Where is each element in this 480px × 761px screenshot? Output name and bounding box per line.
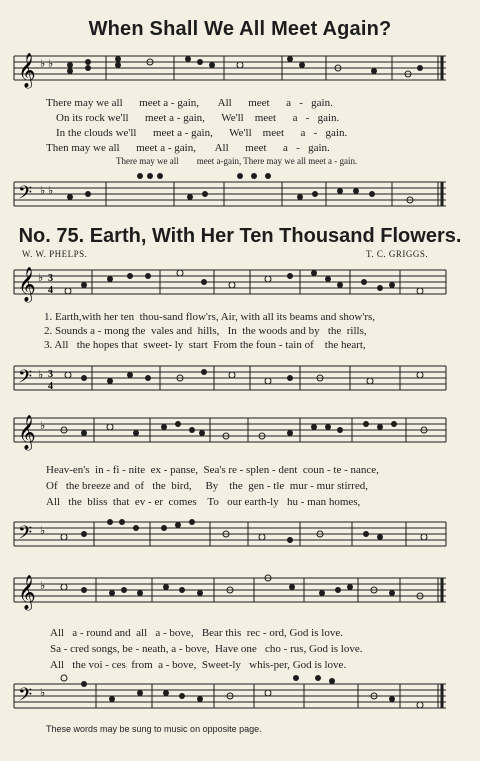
hymn2-s1-verse-2: 2. Sounds a - mong the vales and hills, In the woods and by the rills, bbox=[44, 325, 367, 337]
hymn2-s2-verse-1: Heav-en's in - fi - nite ex - panse, Sea's re - splen - dent coun - te - nance, bbox=[46, 464, 379, 476]
svg-text:𝄞: 𝄞 bbox=[18, 53, 36, 88]
bass-staff-hymn1 bbox=[0, 170, 480, 216]
svg-text:4: 4 bbox=[48, 285, 53, 296]
svg-text:𝄢: 𝄢 bbox=[18, 183, 33, 208]
bass-staff-system3 bbox=[0, 672, 480, 718]
treble-staff-system3 bbox=[0, 568, 480, 618]
composer-credit: T. C. GRIGGS. bbox=[366, 249, 429, 259]
treble-staff-hymn1 bbox=[0, 50, 480, 90]
svg-text:3: 3 bbox=[48, 273, 53, 284]
svg-text:♭ ♭: ♭ ♭ bbox=[40, 58, 54, 70]
hymn1-verse-1: There may we all meet a - gain, All meet a - gain. bbox=[46, 97, 333, 109]
treble-staff-system1 bbox=[0, 262, 480, 308]
svg-text:♭: ♭ bbox=[38, 272, 44, 284]
svg-text:♭: ♭ bbox=[40, 687, 46, 699]
svg-text:𝄞: 𝄞 bbox=[18, 415, 36, 450]
hymn1-verse-4: Then may we all meet a - gain, All meet a - gain. bbox=[46, 142, 330, 154]
svg-text:♭: ♭ bbox=[40, 525, 46, 537]
bass-staff-system1 bbox=[0, 356, 480, 400]
treble-staff-system2 bbox=[0, 410, 480, 454]
svg-text:♭ ♭: ♭ ♭ bbox=[40, 185, 54, 197]
hymn2-s3-verse-2: Sa - cred songs, be - neath, a - bove, Have one cho - rus, God is love. bbox=[50, 643, 363, 655]
hymn2-s2-verse-2: Of the breeze and of the bird, By the gen - tle mur - mur stirred, bbox=[46, 480, 368, 492]
svg-text:4: 4 bbox=[48, 381, 53, 392]
svg-text:♭: ♭ bbox=[40, 580, 46, 592]
hymn2-s1-verse-1: 1. Earth,with her ten thou-sand flow'rs, Air, with all its beams and show'rs, bbox=[44, 311, 376, 323]
hymn2-s1-verse-3: 3. All the hopes that sweet- ly start From the foun - tain of the heart, bbox=[44, 339, 366, 351]
hymn1-verse-3: In the clouds we'll meet a - gain, We'll meet a - gain. bbox=[56, 127, 348, 139]
svg-text:♭: ♭ bbox=[40, 420, 46, 432]
lyricist-credit: W. W. PHELPS. bbox=[22, 249, 88, 259]
hymn1-bass-words: There may we all meet a-gain, There may we all meet a - gain. bbox=[116, 156, 358, 166]
hymn2-s3-verse-3: All the voi - ces from a - bove, Sweet-ly whis-per, God is love. bbox=[50, 659, 347, 671]
hymn-title: When Shall We All Meet Again? bbox=[88, 18, 392, 40]
svg-text:𝄢: 𝄢 bbox=[18, 685, 33, 710]
hymn1-verse-2: On its rock we'll meet a - gain, We'll meet a - gain. bbox=[56, 112, 340, 124]
hymn-title: No. 75. Earth, With Her Ten Thousand Flowers. bbox=[18, 225, 462, 247]
svg-text:3: 3 bbox=[48, 369, 53, 380]
hymn2-s3-verse-1: All a - round and all a - bove, Bear this rec - ord, God is love. bbox=[50, 627, 343, 639]
bass-staff-system2 bbox=[0, 512, 480, 556]
hymn2-s2-verse-3: All the bliss that ev - er comes To our earth-ly hu - man homes, bbox=[46, 496, 361, 508]
svg-text:𝄢: 𝄢 bbox=[18, 367, 33, 392]
svg-text:𝄞: 𝄞 bbox=[18, 575, 36, 610]
svg-text:𝄢: 𝄢 bbox=[18, 523, 33, 548]
svg-text:♭: ♭ bbox=[38, 369, 44, 381]
svg-text:𝄞: 𝄞 bbox=[18, 267, 36, 302]
footnote: These words may be sung to music on opposite page. bbox=[46, 724, 262, 734]
